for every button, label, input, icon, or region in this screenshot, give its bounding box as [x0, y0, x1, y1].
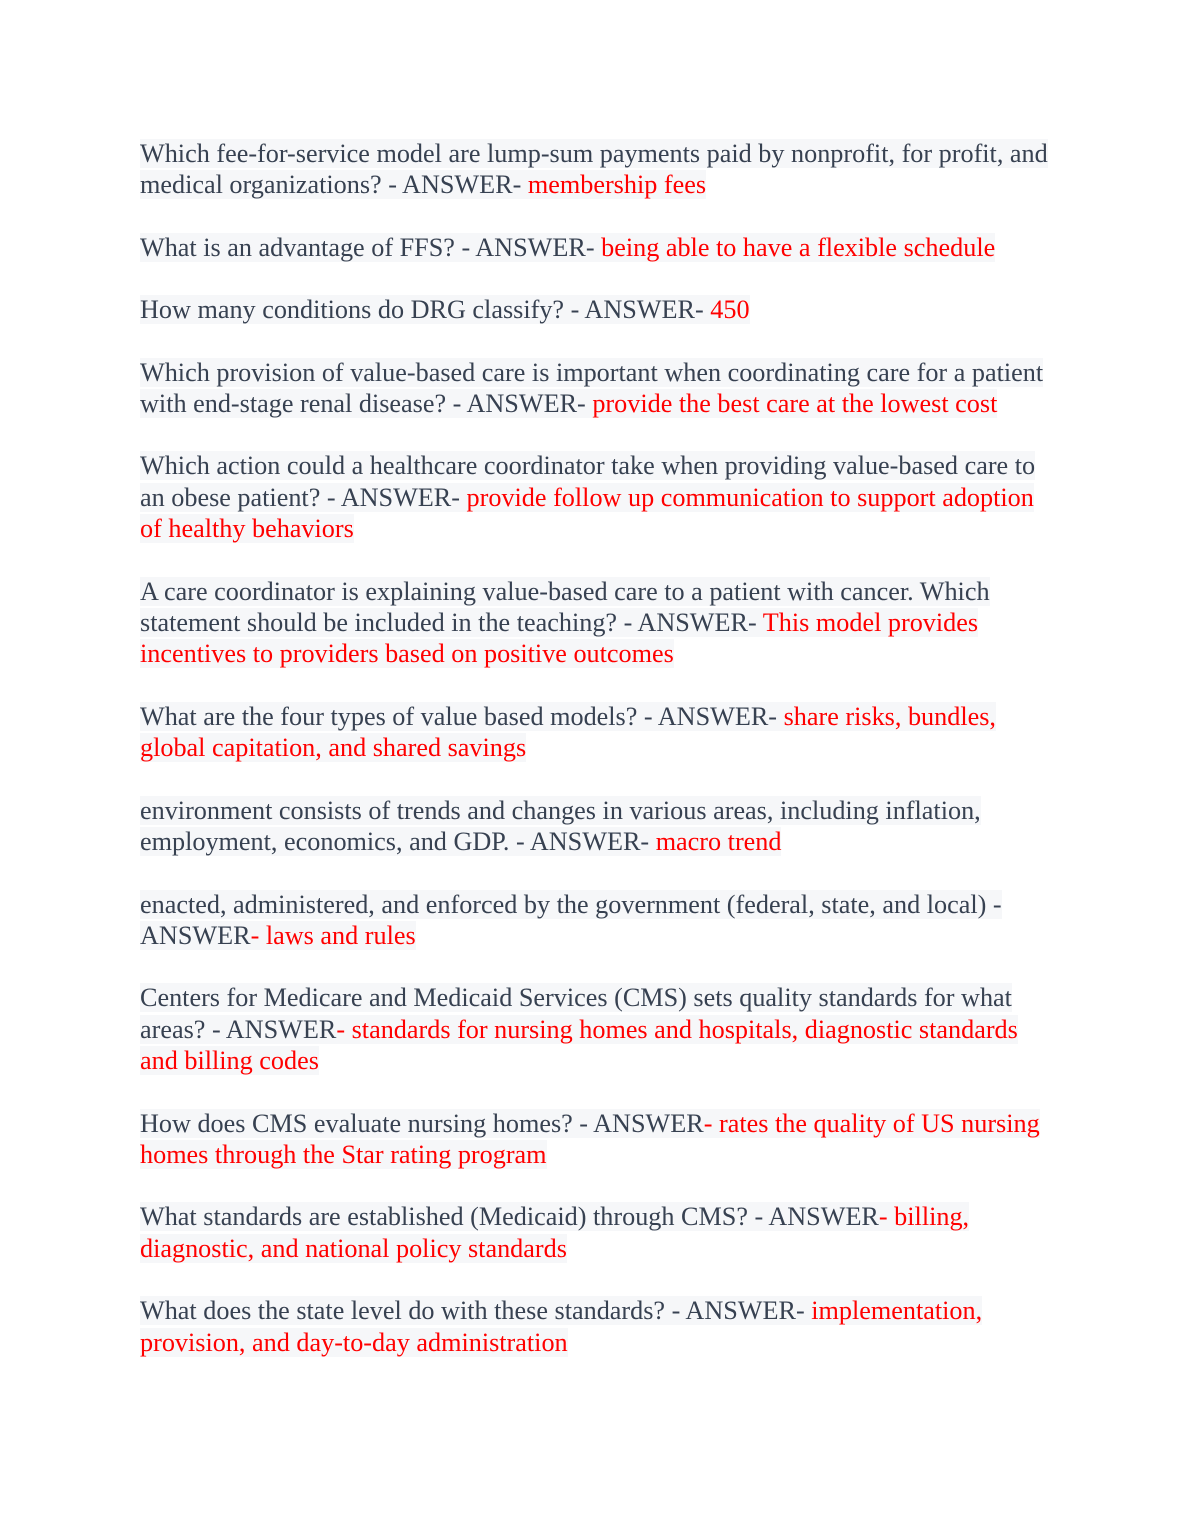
question-text: Which provision of value-based care is important when coordinating care for a patient with end-stage renal disease? - ANSWER-	[140, 357, 1044, 419]
qa-item	[140, 1201, 1055, 1264]
qa-item	[140, 138, 1055, 201]
question-text: What standards are established (Medicaid) through CMS? - ANSWER	[140, 1202, 879, 1232]
qa-item	[140, 294, 1055, 325]
qa-item	[140, 701, 1055, 764]
answer-text: - billing, diagnostic, and national policy standards	[140, 1202, 970, 1263]
question-text: Which action could a healthcare coordinator take when providing value-based care to an obese patient? - ANSWER-	[140, 451, 1036, 512]
answer-text: being able to have a flexible schedule	[594, 232, 996, 262]
question-text: How many conditions do DRG classify? - ANSWER-	[140, 295, 704, 325]
question-text: How does CMS evaluate nursing homes? - ANSWER	[140, 1108, 704, 1138]
qa-item	[140, 450, 1055, 544]
answer-text: share risks, bundles, global capitation, and shared savings	[140, 701, 996, 763]
answer-text: 450	[703, 295, 750, 325]
answer-text: implementation, provision, and day-to-day administration	[140, 1296, 983, 1357]
question-text: environment consists of trends and changes in various areas, including inflation, employment, economics, and GDP. - ANSWER-	[140, 795, 981, 857]
answer-text: - rates the quality of US nursing homes through the Star rating program	[140, 1108, 1040, 1169]
document-page	[140, 138, 1055, 1389]
question-text: A care coordinator is explaining value-based care to a patient with cancer. Which statement should be included in the teaching? - ANSWER-	[140, 576, 990, 638]
answer-text: provide the best care at the lowest cost	[585, 389, 998, 419]
answer-text: membership fees	[521, 170, 707, 200]
question-text: enacted, administered, and enforced by the government (federal, state, and local) - ANSWER	[140, 889, 1002, 950]
qa-item	[140, 1295, 1055, 1358]
qa-item	[140, 795, 1055, 858]
question-text: Centers for Medicare and Medicaid Services (CMS) sets quality standards for what areas? - ANSWER	[140, 983, 1012, 1044]
answer-text: - standards for nursing homes and hospitals, diagnostic standards and billing codes	[140, 1014, 1018, 1076]
answer-text: This model provides incentives to providers based on positive outcomes	[140, 608, 979, 669]
qa-item	[140, 576, 1055, 670]
question-text: What are the four types of value based models? - ANSWER-	[140, 701, 778, 731]
question-text: What does the state level do with these standards? - ANSWER-	[140, 1296, 805, 1326]
question-text: What is an advantage of FFS? - ANSWER-	[140, 232, 595, 262]
qa-item	[140, 1108, 1055, 1171]
answer-text: macro trend	[649, 827, 782, 857]
qa-item	[140, 232, 1055, 263]
qa-item	[140, 982, 1055, 1076]
qa-item	[140, 889, 1055, 952]
answer-text: - laws and rules	[250, 920, 416, 950]
qa-item	[140, 357, 1055, 420]
question-text: Which fee-for-service model are lump-sum payments paid by nonprofit, for profit, and medical organizations? - ANSWER-	[140, 139, 1048, 200]
answer-text: provide follow up communication to support adoption of healthy behaviors	[140, 482, 1034, 544]
